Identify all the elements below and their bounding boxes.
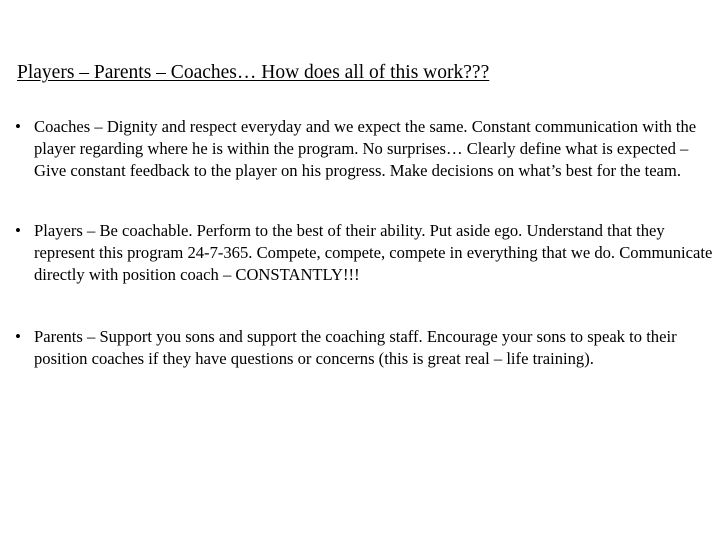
bullet-text [34, 116, 716, 182]
bullet-text [34, 326, 716, 370]
bullet-text [34, 220, 716, 286]
slide-title: Players – Parents – Coaches… How does all of this work??? [17, 62, 490, 83]
bullet-term: Parents [34, 327, 83, 346]
bullet-body: – Support you sons and support the coaching staff. Encourage your sons to speak to their position coaches if they have questions or concerns (this is great real – life training). [34, 327, 677, 368]
bullet-dot-icon: • [15, 221, 21, 240]
bullet-term: Players [34, 221, 83, 240]
bullet-dot-icon: • [15, 117, 21, 136]
bullet-body: – Be coachable. Perform to the best of their ability. Put aside ego. Understand that they represent this program 24-7-365. Compete, compete, compete in everything that we do. Communicate directly with position coach – CONSTANTLY!!! [34, 221, 713, 284]
bullet-dot-icon: • [15, 327, 21, 346]
bullet-body: – Dignity and respect everyday and we expect the same. Constant communication with the player regarding where he is within the program. No surprises… Clearly define what is expected – Give constant feedback to the player on his progress. Make decisions on what’s best for the team. [34, 117, 697, 180]
bullet-term: Coaches [34, 117, 91, 136]
